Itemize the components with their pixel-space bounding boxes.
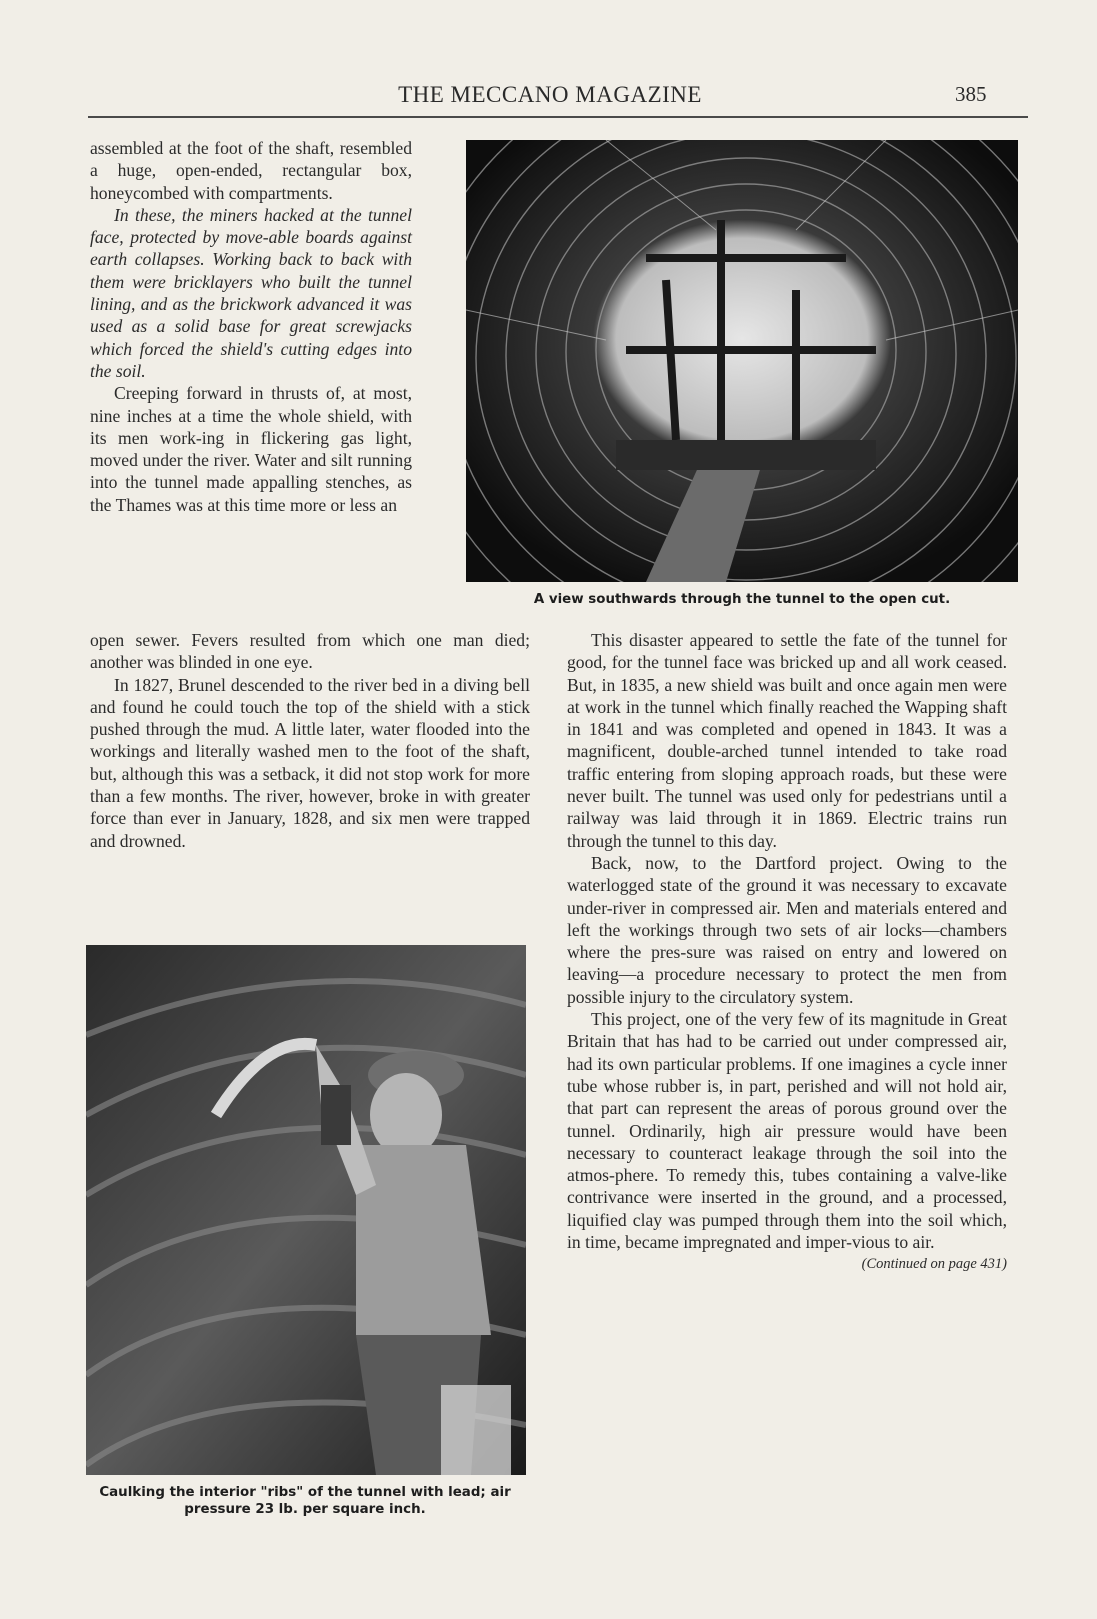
header-rule xyxy=(88,116,1028,118)
paragraph-shaft: assembled at the foot of the shaft, resembled a huge, open-ended, rectangular box, honeycombed with compartments. xyxy=(90,138,412,203)
left-column-bottom xyxy=(90,629,530,852)
paragraph-compressed-air xyxy=(567,1008,1007,1273)
paragraph-disaster: This disaster appeared to settle the fate of the tunnel for good, for the tunnel face was bricked up and all work ceased. But, in 1835, a new shield was built and once again men were at work in the tunnel which finally reached the Wapping shaft in 1841 and was completed and opened in 1843. It was a magnificent, double-arched tunnel intended to take road traffic entering from sloping approach roads, but these were never built. The tunnel was used only for pedestrians until a railway was laid through it in 1869. Electric trains run through the tunnel to this day. xyxy=(567,630,1007,851)
paragraph-brunel: In 1827, Brunel descended to the river bed in a diving bell and found he could touch the top of the shield with a stick pushed through the mud. A little later, water flooded into the workings and literally washed men to the foot of the shaft, but, although this was a setback, it did not stop work for more than a few months. The river, however, broke in with greater force than ever in January, 1828, and six men were trapped and drowned. xyxy=(90,674,530,851)
right-column xyxy=(567,629,1007,1276)
paragraph-creeping: Creeping forward in thrusts of, at most, nine inches at a time the whole shield, with its men work-ing in flickering gas light, moved under the river. Water and silt running into the tunnel made appalling stenches, as the Thames was at this time more or less an xyxy=(90,383,412,515)
continued-link[interactable]: (Continued on page 431) xyxy=(861,1256,1007,1273)
left-column-top xyxy=(90,137,412,516)
worker-photo xyxy=(86,945,526,1475)
paragraph-sewer: open sewer. Fevers resulted from which one man died; another was blinded in one eye. xyxy=(90,630,530,673)
paragraph-dartford: Back, now, to the Dartford project. Owing to the waterlogged state of the ground it was necessary to excavate under-river in compressed air. Men and materials entered and left the workings through two sets of air locks—chambers where the pres-sure was raised on entry and lowered on leaving—a procedure necessary to protect the men from possible injury to the circulatory system. xyxy=(567,852,1007,1007)
tunnel-caption: A view southwards through the tunnel to the open cut. xyxy=(533,592,951,607)
tunnel-photo xyxy=(466,140,1018,582)
paragraph-miners: In these, the miners hacked at the tunnel face, protected by move-able boards against earth collapses. Working back to back with them were bricklayers who built the tunnel lining, and as the brickwork advanced it was used as a solid base for great screwjacks which forced the shield's cutting edges into the soil. xyxy=(90,204,412,381)
running-header-title: THE MECCANO MAGAZINE xyxy=(398,82,702,107)
page-number: 385 xyxy=(955,82,987,106)
paragraph-compressed-air-text: This project, one of the very few of its magnitude in Great Britain that has had to be carried out under compressed air, had its own particular problems. If one imagines a cycle inner tube whose rubber is, in part, perished and will not hold air, that part can represent the areas of porous ground over the tunnel. Ordinarily, high air pressure would have been necessary to counteract leakage through the soil into the atmos-phere. To remedy this, tubes containing a valve-like contrivance were inserted in the ground, and a processed, liquified clay was pumped through them into the soil which, in time, became impregnated and imper-vious to air. xyxy=(567,1009,1007,1253)
worker-caption: Caulking the interior "ribs" of the tunnel with lead; air pressure 23 lb. per square inch. xyxy=(99,1485,511,1517)
